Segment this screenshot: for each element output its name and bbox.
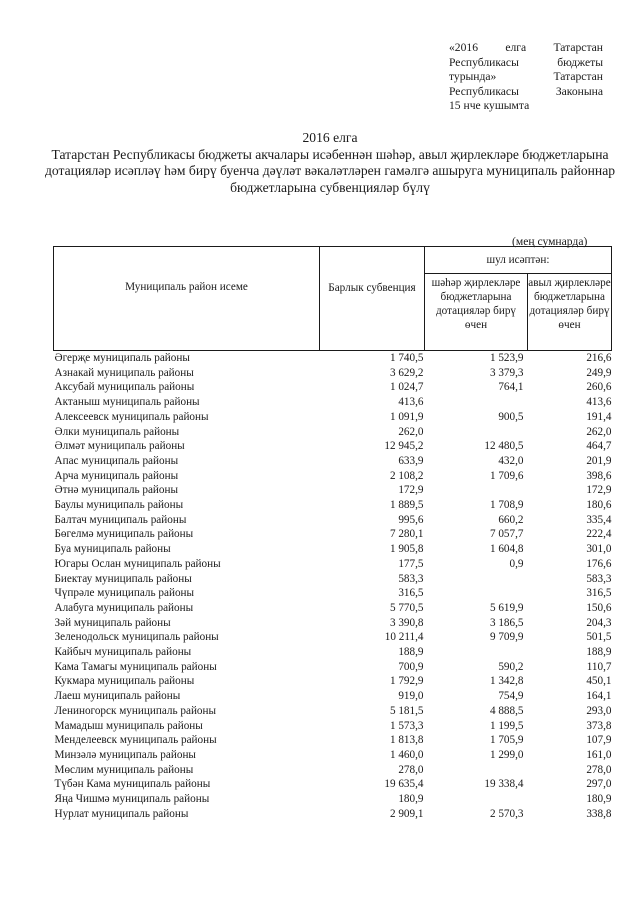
district-name-cell: Лениногорск муниципаль районы [54,704,217,717]
district-name-cell: Мөслим муниципаль районы [54,763,194,776]
header-rural-settlements: авыл җирлекләре бюджетларына дотацияләр бирү өчен [528,274,612,351]
total-subvention-cell: 1 573,3 [389,719,424,732]
rural-subvention-cell: 398,6 [586,469,612,482]
appendix-note-line: 15 нче кушымта [449,99,530,113]
total-subvention-cell: 177,5 [398,557,424,570]
district-name-cell: Кама Тамагы муниципаль районы [54,660,217,673]
rural-subvention-cell: 150,6 [586,601,612,614]
total-subvention-cell: 1 792,9 [389,675,424,688]
total-subvention-cell: 633,9 [398,454,424,467]
table-row [54,733,612,748]
table-row [54,572,612,587]
total-subvention-cell: 2 909,1 [389,807,424,820]
rural-subvention-cell: 180,6 [586,499,612,512]
city-subvention-cell: 5 619,9 [489,601,524,614]
city-subvention-cell: 3 379,3 [489,366,524,379]
district-name-cell: Минзәлә муниципаль районы [54,748,196,761]
district-name-cell: Биектау муниципаль районы [54,572,192,585]
total-subvention-cell: 583,3 [398,572,424,585]
total-subvention-cell: 919,0 [398,690,424,703]
rural-subvention-cell: 172,9 [586,484,612,497]
total-subvention-cell: 188,9 [398,646,424,659]
district-name-cell: Мамадыш муниципаль районы [54,719,203,732]
district-name-cell: Апас муниципаль районы [54,454,179,467]
rural-subvention-cell: 413,6 [586,396,612,409]
total-subvention-cell: 2 108,2 [389,469,424,482]
district-name-cell: Алабуга муниципаль районы [54,601,194,614]
city-subvention-cell [425,792,528,807]
rural-subvention-cell: 180,9 [586,793,612,806]
header-district-name: Муниципаль район исеме [54,247,320,351]
district-name-cell: Яңа Чишмә муниципаль районы [54,793,210,806]
city-subvention-cell: 754,9 [498,690,524,703]
rural-subvention-cell: 501,5 [586,631,612,644]
total-subvention-cell: 10 211,4 [384,631,424,644]
rural-subvention-cell: 201,9 [586,454,612,467]
rural-subvention-cell: 188,9 [586,646,612,659]
rural-subvention-cell: 450,1 [586,675,612,688]
city-subvention-cell: 1 709,6 [489,469,524,482]
table-row [54,454,612,469]
table-row [54,674,612,689]
district-name-cell: Буа муниципаль районы [54,543,171,556]
units-label: (мең сумнарда) [512,235,588,248]
city-subvention-cell [425,763,528,778]
rural-subvention-cell: 335,4 [586,513,612,526]
city-subvention-cell: 1 708,9 [489,499,524,512]
rural-subvention-cell: 204,3 [586,616,612,629]
city-subvention-cell: 660,2 [498,513,524,526]
city-subvention-cell: 432,0 [498,454,524,467]
city-subvention-cell [425,395,528,410]
table-row [54,410,612,425]
rural-subvention-cell: 176,6 [586,557,612,570]
total-subvention-cell: 700,9 [398,660,424,673]
appendix-note-line: Республикасы Законына [449,84,603,98]
rural-subvention-cell: 260,6 [586,381,612,394]
district-name-cell: Менделеевск муниципаль районы [54,734,217,747]
district-name-cell: Әтнә муниципаль районы [54,484,179,497]
district-name-cell: Балтач муниципаль районы [54,513,187,526]
district-name-cell: Баулы муниципаль районы [54,499,184,512]
city-subvention-cell: 4 888,5 [489,704,524,717]
rural-subvention-cell: 191,4 [586,410,612,423]
rural-subvention-cell: 161,0 [586,748,612,761]
table-row [54,719,612,734]
city-subvention-cell: 2 570,3 [489,807,524,820]
city-subvention-cell: 764,1 [498,381,524,394]
table-row [54,542,612,557]
rural-subvention-cell: 164,1 [586,690,612,703]
table-row [54,527,612,542]
rural-subvention-cell: 222,4 [586,528,612,541]
table-row [54,586,612,601]
total-subvention-cell: 1 740,5 [389,352,424,364]
header-total-subvention: Барлык субвенция [320,247,425,351]
table-row [54,689,612,704]
table-row [54,439,612,454]
total-subvention-cell: 316,5 [398,587,424,600]
district-name-cell: Кукмара муниципаль районы [54,675,195,688]
district-name-cell: Әгерҗе муниципаль районы [54,352,190,364]
district-name-cell: Түбән Кама муниципаль районы [54,778,211,791]
rural-subvention-cell: 110,7 [586,660,612,673]
table-row [54,351,612,366]
city-subvention-cell: 12 480,5 [484,440,524,453]
district-name-cell: Азнакай муниципаль районы [54,366,194,379]
table-row [54,380,612,395]
district-name-cell: Чүпрәле муниципаль районы [54,587,195,600]
total-subvention-cell: 12 945,2 [384,440,424,453]
city-subvention-cell [425,645,528,660]
rural-subvention-cell: 262,0 [586,425,612,438]
district-name-cell: Арча муниципаль районы [54,469,179,482]
total-subvention-cell: 7 280,1 [389,528,424,541]
total-subvention-cell: 5 181,5 [389,704,424,717]
city-subvention-cell [425,586,528,601]
title-text: Татарстан Республикасы бюджеты акчалары исәбеннән шәһәр, авыл җирлекләре бюджетларына дотацияләр исәпләү һәм бирү буенча дәүләт вәкаләтләрен гамәлгә ашыруга муниципаль районнар бюджетларына субвенцияләр бүлү [44,146,616,195]
table-row [54,704,612,719]
rural-subvention-cell: 107,9 [586,734,612,747]
city-subvention-cell: 19 338,4 [484,778,524,791]
total-subvention-cell: 3 390,8 [389,616,424,629]
total-subvention-cell: 1 091,9 [389,410,424,423]
table-row [54,425,612,440]
table-row [54,645,612,660]
city-subvention-cell: 1 705,9 [489,734,524,747]
table-row [54,630,612,645]
subvention-table [53,246,612,822]
district-name-cell: Зеленодольск муниципаль районы [54,631,219,644]
total-subvention-cell: 413,6 [398,396,424,409]
district-name-cell: Алексеевск муниципаль районы [54,410,209,423]
city-subvention-cell: 900,5 [498,410,524,423]
city-subvention-cell [425,425,528,440]
rural-subvention-cell: 464,7 [586,440,612,453]
district-name-cell: Бөгелмә муниципаль районы [54,528,194,541]
rural-subvention-cell: 278,0 [586,763,612,776]
table-row [54,777,612,792]
city-subvention-cell: 590,2 [498,660,524,673]
appendix-note-line: «2016 елга Татарстан [449,41,603,54]
district-name-cell: Аксубай муниципаль районы [54,381,195,394]
header-of-which: шул исәптән: [425,247,612,274]
table-row [54,763,612,778]
table-row [54,513,612,528]
city-subvention-cell [425,572,528,587]
city-subvention-cell: 0,9 [509,557,524,570]
table-row [54,483,612,498]
rural-subvention-cell: 293,0 [586,704,612,717]
city-subvention-cell: 7 057,7 [489,528,524,541]
title-year: 2016 елга [302,130,358,145]
table-row [54,601,612,616]
total-subvention-cell: 172,9 [398,484,424,497]
table-row [54,792,612,807]
table-row [54,469,612,484]
header-city-settlements: шәһәр җирлекләре бюджетларына дотацияләр бирү өчен [425,274,528,351]
total-subvention-cell: 1 813,8 [389,734,424,747]
district-name-cell: Лаеш муниципаль районы [54,690,181,703]
rural-subvention-cell: 373,8 [586,719,612,732]
district-name-cell: Зәй муниципаль районы [54,616,171,629]
table-row [54,616,612,631]
district-name-cell: Кайбыч муниципаль районы [54,646,192,659]
document-title [40,130,620,196]
total-subvention-cell: 1 905,8 [389,543,424,556]
rural-subvention-cell: 583,3 [586,572,612,585]
total-subvention-cell: 278,0 [398,763,424,776]
total-subvention-cell: 995,6 [398,513,424,526]
appendix-note [449,41,603,114]
city-subvention-cell: 1 199,5 [489,719,524,732]
table-row [54,807,612,822]
district-name-cell: Нурлат муниципаль районы [54,807,189,820]
city-subvention-cell: 1 299,0 [489,748,524,761]
district-name-cell: Әлмәт муниципаль районы [54,440,185,453]
table-row [54,366,612,381]
appendix-note-line: турында» Татарстан [449,70,603,84]
city-subvention-cell: 1 523,9 [489,352,524,364]
total-subvention-cell: 1 889,5 [389,499,424,512]
city-subvention-cell: 3 186,5 [489,616,524,629]
total-subvention-cell: 19 635,4 [384,778,424,791]
total-subvention-cell: 1 460,0 [389,748,424,761]
total-subvention-cell: 5 770,5 [389,601,424,614]
table-row [54,498,612,513]
rural-subvention-cell: 301,0 [586,543,612,556]
table-row [54,748,612,763]
table-row [54,395,612,410]
table-row [54,660,612,675]
city-subvention-cell: 1 604,8 [489,543,524,556]
rural-subvention-cell: 249,9 [586,366,612,379]
rural-subvention-cell: 216,6 [586,352,612,364]
district-name-cell: Югары Ослан муниципаль районы [54,557,221,570]
total-subvention-cell: 3 629,2 [389,366,424,379]
city-subvention-cell: 9 709,9 [489,631,524,644]
appendix-note-line: Республикасы бюджеты [449,55,603,69]
district-name-cell: Әлки муниципаль районы [54,425,180,438]
total-subvention-cell: 180,9 [398,793,424,806]
rural-subvention-cell: 338,8 [586,807,612,820]
table-body [54,351,612,822]
total-subvention-cell: 262,0 [398,425,424,438]
total-subvention-cell: 1 024,7 [389,381,424,394]
table-row [54,557,612,572]
district-name-cell: Актаныш муниципаль районы [54,396,200,409]
city-subvention-cell: 1 342,8 [489,675,524,688]
rural-subvention-cell: 297,0 [586,778,612,791]
rural-subvention-cell: 316,5 [586,587,612,600]
city-subvention-cell [425,483,528,498]
